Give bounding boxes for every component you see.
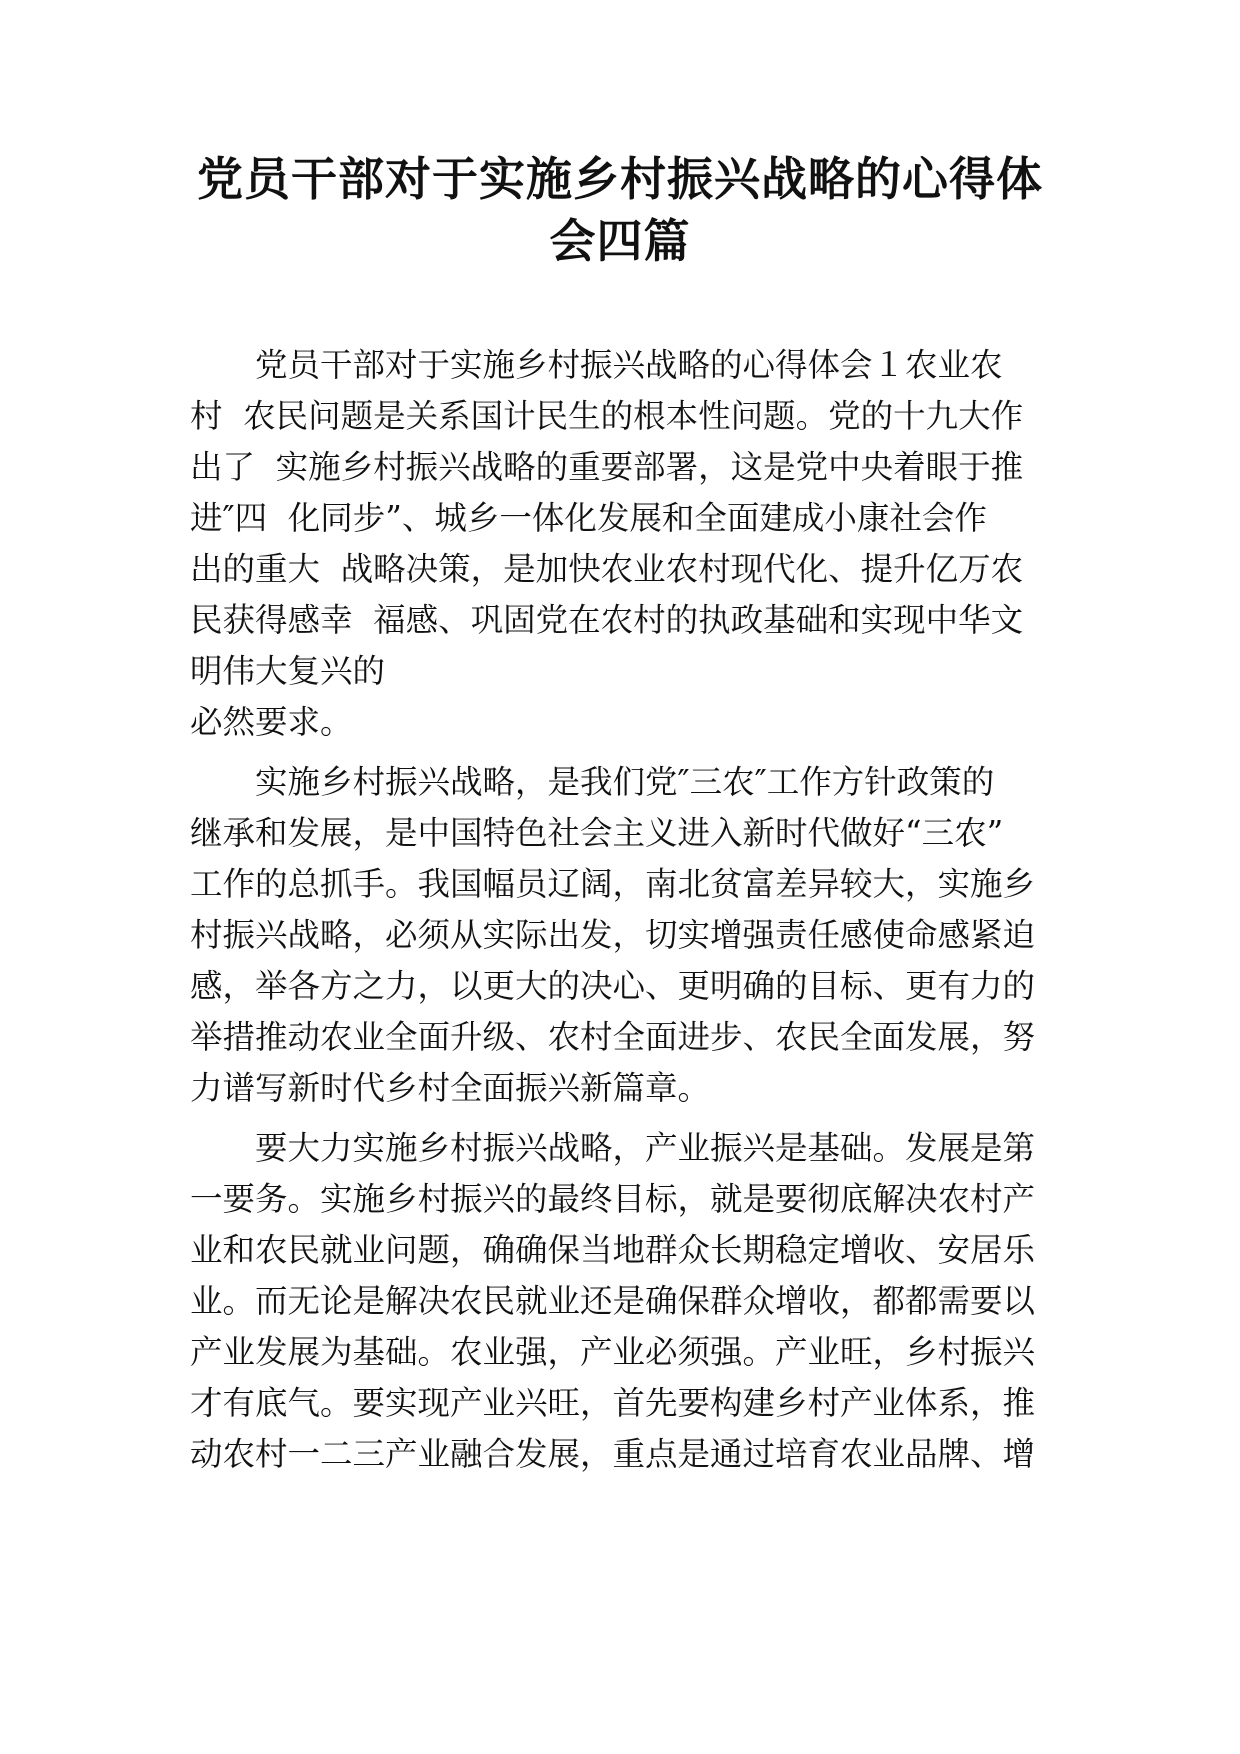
text-line: 业。而无论是解决农民就业还是确保群众增收，都都需要以 [190,1282,1036,1320]
document-title [150,148,1090,272]
document-body [190,340,1060,1489]
text-line: 举措推动农业全面升级、农村全面进步、农民全面发展，努 [190,1018,1036,1056]
text-line: 明伟大复兴的 [190,652,386,690]
text-line: 村 农民问题是关系国计民生的根本性问题。党的十九大作 [190,397,1024,435]
text-line: 工作的总抓手。我国幅员辽阔，南北贫富差异较大，实施乡 [190,865,1036,903]
title-line: 党员干部对于实施乡村振兴战略的心得体 [197,152,1043,206]
paragraph-2 [190,757,1060,1114]
text-line: 感，举各方之力，以更大的决心、更明确的目标、更有力的 [190,967,1036,1005]
text-line: 继承和发展，是中国特色社会主义进入新时代做好“三农” [190,814,1004,852]
text-line: 民获得感幸 福感、巩固党在农村的执政基础和实现中华文 [190,601,1024,639]
text-line: 出了 实施乡村振兴战略的重要部署，这是党中央着眼于推 [190,448,1024,486]
text-line: 要大力实施乡村振兴战略，产业振兴是基础。发展是第 [190,1129,1036,1167]
text-line: 实施乡村振兴战略，是我们党″三农″工作方针政策的 [190,763,995,801]
text-line: 必然要求。 [190,703,353,741]
paragraph-3 [190,1123,1060,1480]
text-line: 力谱写新时代乡村全面振兴新篇章。 [190,1069,711,1107]
text-line: 动农村一二三产业融合发展，重点是通过培育农业品牌、增 [190,1435,1036,1473]
text-line: 一要务。实施乡村振兴的最终目标，就是要彻底解决农村产 [190,1180,1036,1218]
paragraph-1 [190,340,1060,748]
text-line: 出的重大 战略决策，是加快农业农村现代化、提升亿万农 [190,550,1024,588]
text-line: 进″四 化同步”、城乡一体化发展和全面建成小康社会作 [190,499,987,537]
title-line: 会四篇 [549,214,691,268]
text-line: 村振兴战略，必须从实际出发，切实增强责任感使命感紧迫 [190,916,1036,954]
text-line: 业和农民就业问题，确确保当地群众长期稳定增收、安居乐 [190,1231,1036,1269]
text-line: 党员干部对于实施乡村振兴战略的心得体会１农业农 [190,346,1003,384]
text-line: 产业发展为基础。农业强，产业必须强。产业旺，乡村振兴 [190,1333,1036,1371]
text-line: 才有底气。要实现产业兴旺，首先要构建乡村产业体系，推 [190,1384,1036,1422]
